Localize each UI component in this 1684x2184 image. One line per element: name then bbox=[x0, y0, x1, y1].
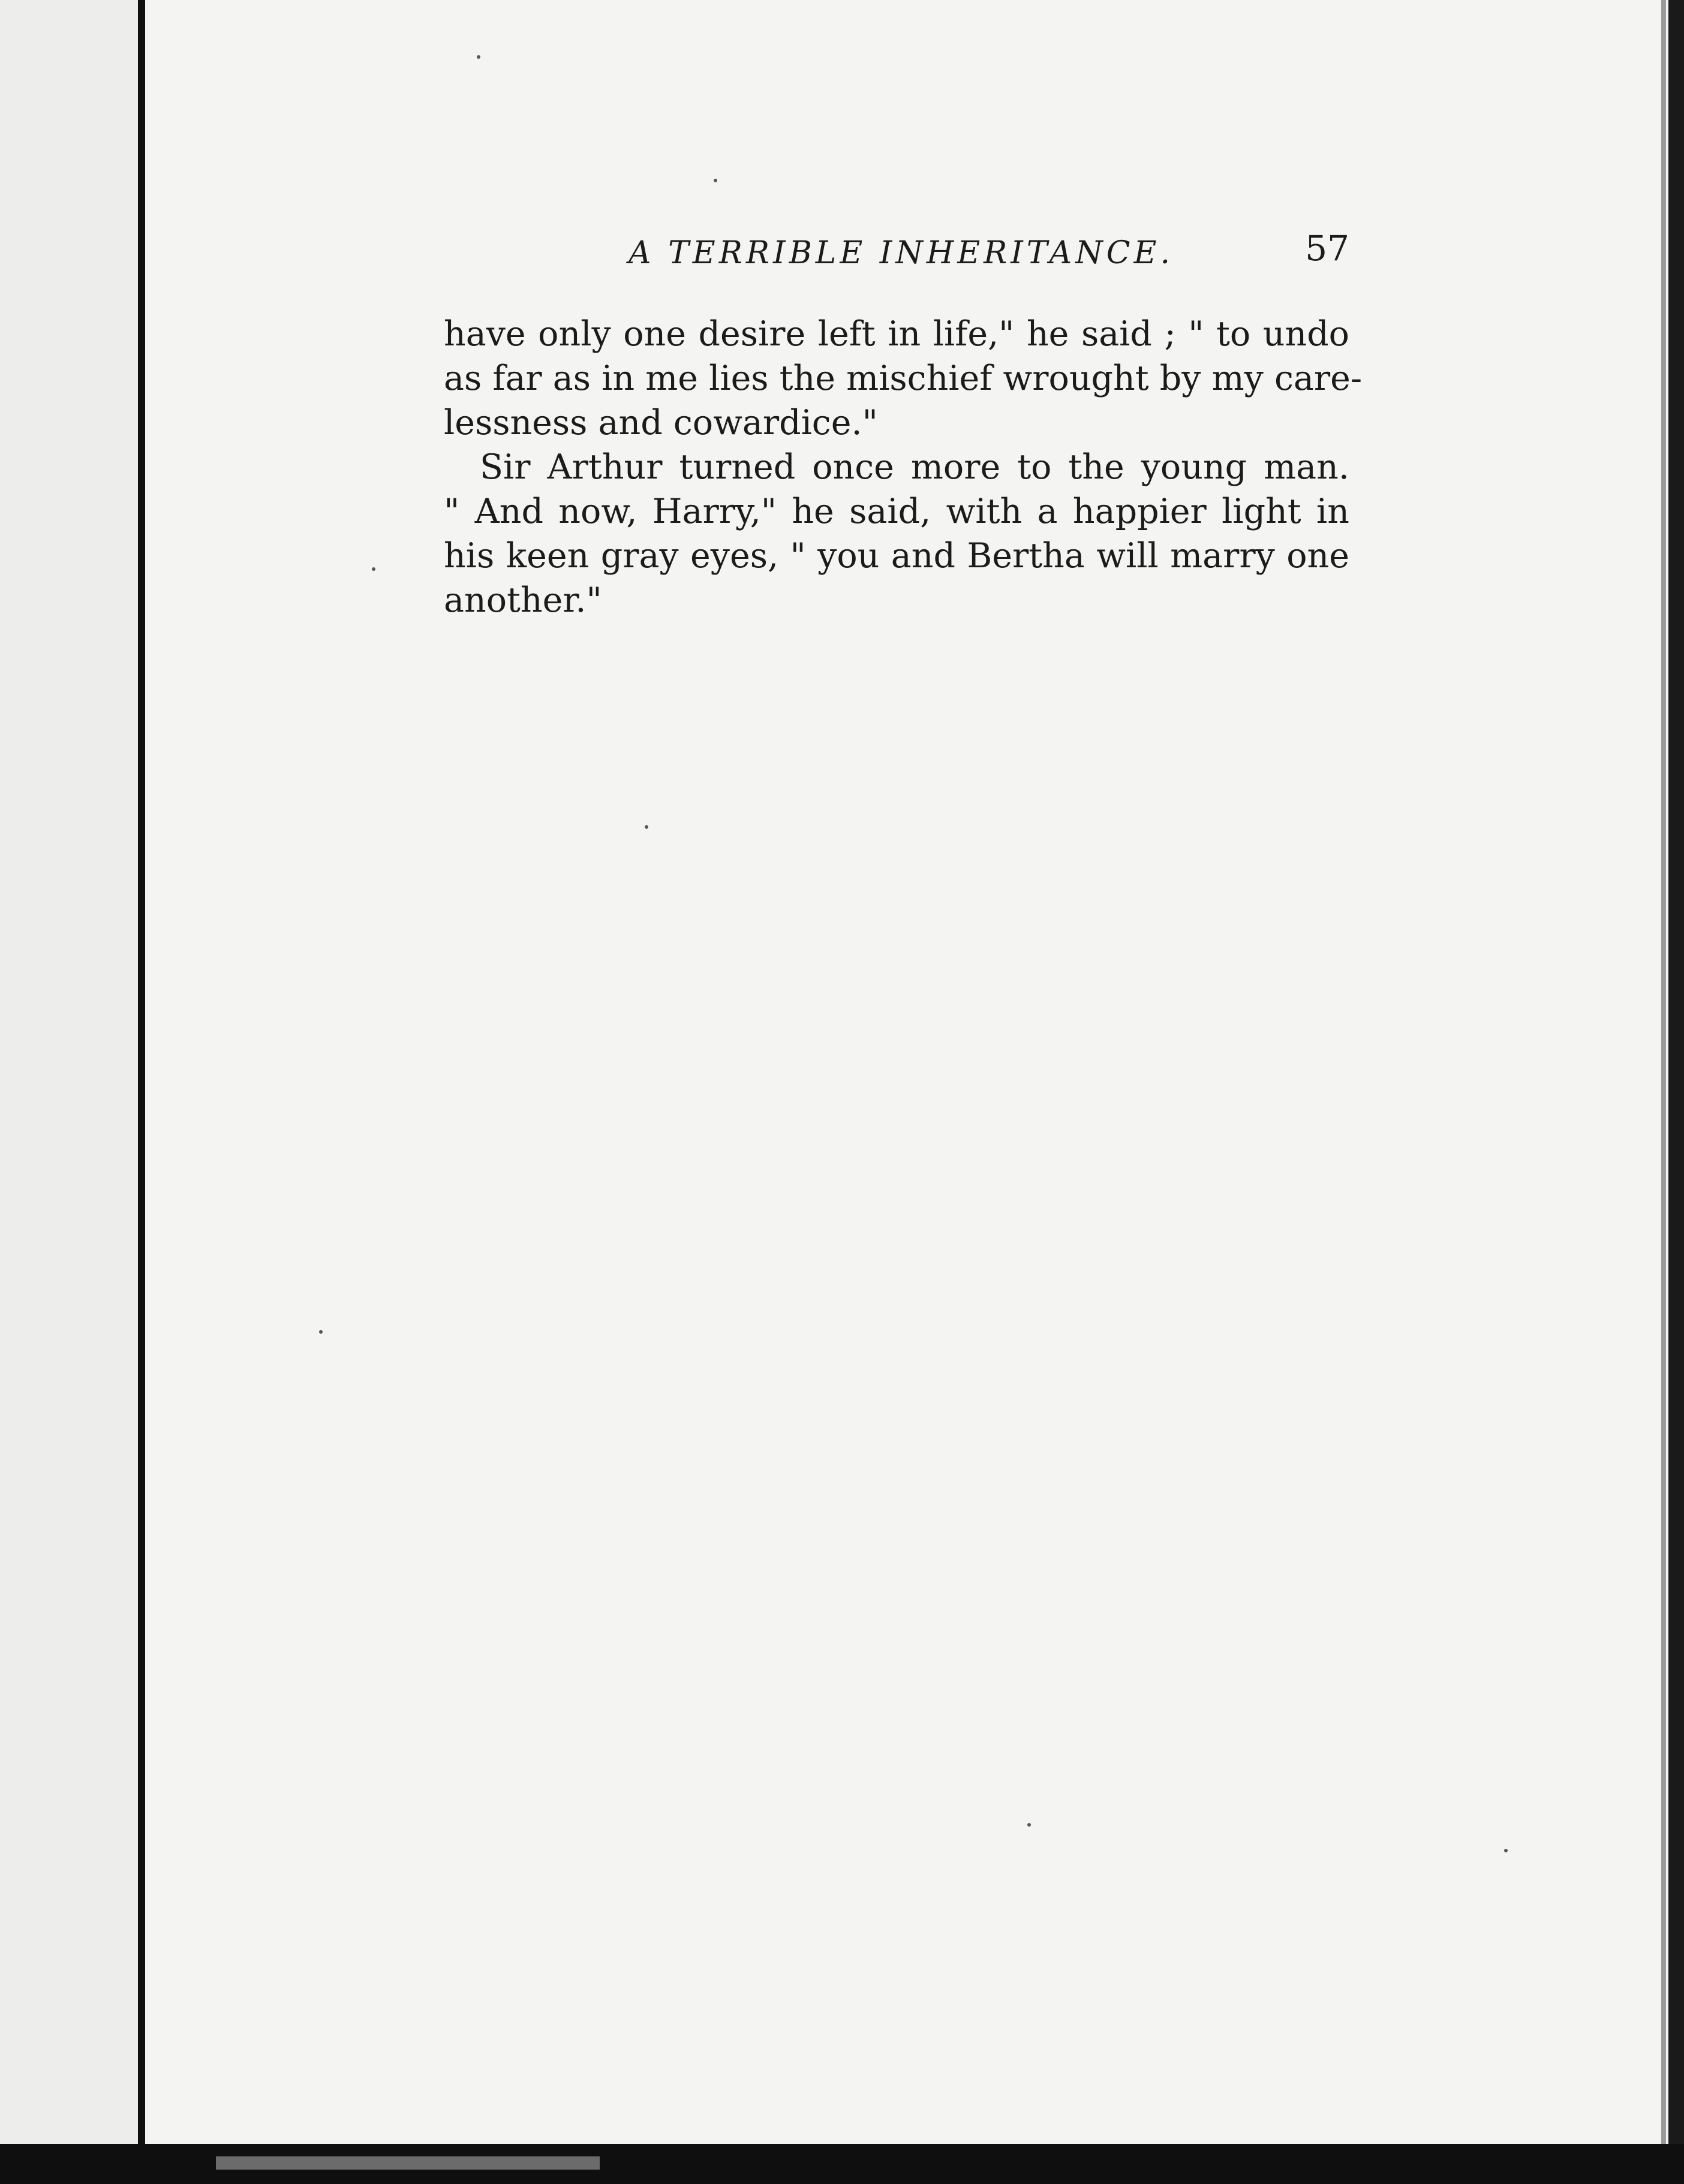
running-title: A TERRIBLE INHERITANCE. bbox=[629, 235, 1174, 271]
text-line: his keen gray eyes, " you and Bertha will marry one bbox=[444, 536, 1349, 576]
text-line: lessness and cowardice." bbox=[444, 403, 878, 443]
dust-speck bbox=[372, 567, 375, 571]
binding-shadow bbox=[138, 0, 145, 2159]
scan-border-right bbox=[1668, 0, 1684, 2184]
page-edge-shadow bbox=[1661, 0, 1666, 2144]
text-line: Sir Arthur turned once more to the young man. bbox=[480, 447, 1349, 487]
text-line: as far as in me lies the mischief wrought by my care- bbox=[444, 359, 1363, 398]
text-line: have only one desire left in life," he said ; " to undo bbox=[444, 314, 1349, 354]
dust-speck bbox=[477, 55, 480, 59]
running-header bbox=[444, 228, 1349, 276]
scanner-strip bbox=[216, 2156, 600, 2170]
page-number: 57 bbox=[1305, 228, 1349, 269]
dust-speck bbox=[714, 179, 717, 182]
dust-speck bbox=[319, 1330, 323, 1334]
dust-speck bbox=[1504, 1849, 1508, 1852]
dust-speck bbox=[1027, 1823, 1031, 1827]
facing-page-edge bbox=[0, 0, 138, 2147]
dust-speck bbox=[645, 825, 648, 829]
text-line: " And now, Harry," he said, with a happier light in bbox=[444, 492, 1349, 531]
text-line: another." bbox=[444, 580, 602, 620]
body-text bbox=[444, 312, 1363, 622]
